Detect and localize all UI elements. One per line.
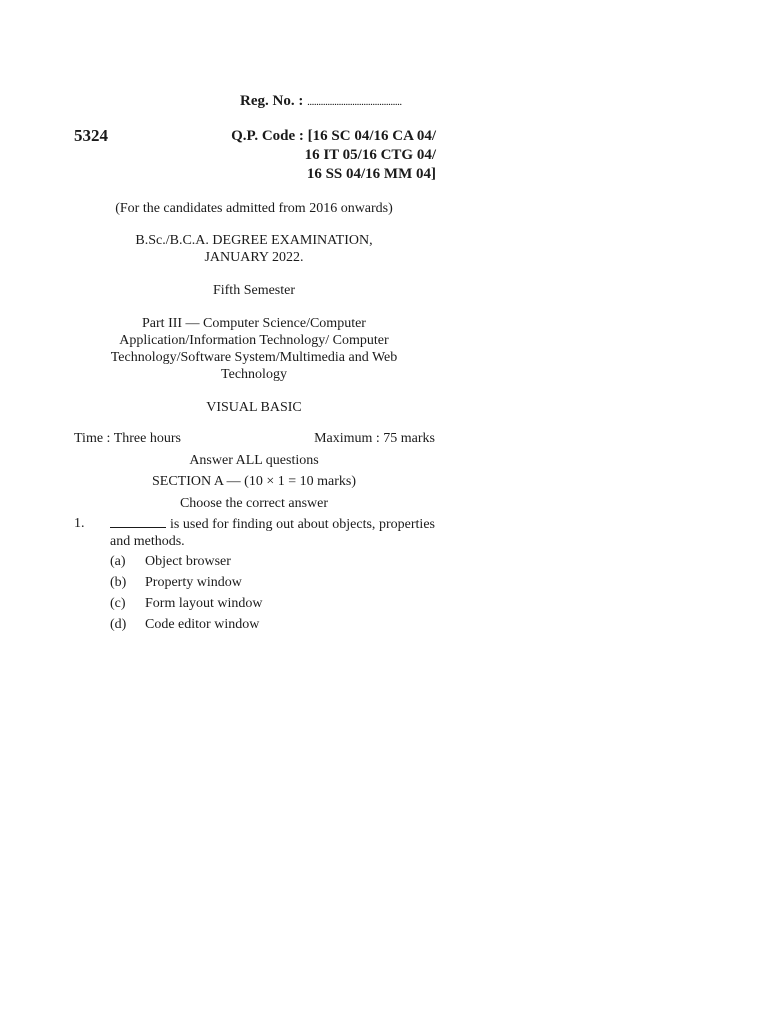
qp-code-line-3: 16 SS 04/16 MM 04] — [306, 166, 436, 182]
qp-code-line-2: 16 IT 05/16 CTG 04/ — [304, 147, 436, 163]
option-label: (c) — [110, 596, 126, 611]
admitted-note: (For the candidates admitted from 2016 onwards) — [115, 201, 393, 216]
paper-number: 5324 — [74, 126, 108, 145]
degree-heading — [74, 232, 434, 266]
answer-blank — [110, 515, 166, 528]
option-text: Form layout window — [145, 596, 263, 611]
part-line-2: Application/Information Technology/ Computer — [119, 333, 389, 348]
part-heading — [74, 315, 434, 383]
option-label: (d) — [110, 617, 127, 632]
option-text: Property window — [145, 575, 242, 590]
qp-code — [200, 127, 436, 184]
option-label: (a) — [110, 554, 126, 569]
option-text: Code editor window — [145, 617, 260, 632]
reg-no-dots: .......................................... — [307, 96, 402, 108]
reg-no-label: Reg. No. : — [240, 93, 304, 109]
reg-no-field — [240, 93, 402, 110]
subject-title: VISUAL BASIC — [206, 400, 302, 415]
part-line-4: Technology — [221, 367, 287, 382]
maximum-marks: Maximum : 75 marks — [314, 431, 435, 446]
instruction: Answer ALL questions — [189, 453, 319, 468]
degree-line-1: B.Sc./B.C.A. DEGREE EXAMINATION, — [135, 233, 373, 248]
qp-code-line-1: Q.P. Code : [16 SC 04/16 CA 04/ — [231, 128, 436, 144]
part-line-3: Technology/Software System/Multimedia and Web — [110, 350, 398, 365]
question-text: is used for finding out about objects, properties and methods. — [110, 517, 435, 549]
semester: Fifth Semester — [212, 283, 296, 298]
option-label: (b) — [110, 575, 127, 590]
degree-line-2: JANUARY 2022. — [204, 250, 304, 265]
choose-instruction: Choose the correct answer — [179, 496, 329, 511]
option-text: Object browser — [145, 554, 231, 569]
question-text-block — [110, 515, 435, 550]
time-allowed: Time : Three hours — [74, 431, 181, 446]
part-line-1: Part III — Computer Science/Computer — [142, 316, 366, 331]
question-number: 1. — [74, 516, 85, 531]
section-heading: SECTION A — (10 × 1 = 10 marks) — [151, 474, 356, 489]
